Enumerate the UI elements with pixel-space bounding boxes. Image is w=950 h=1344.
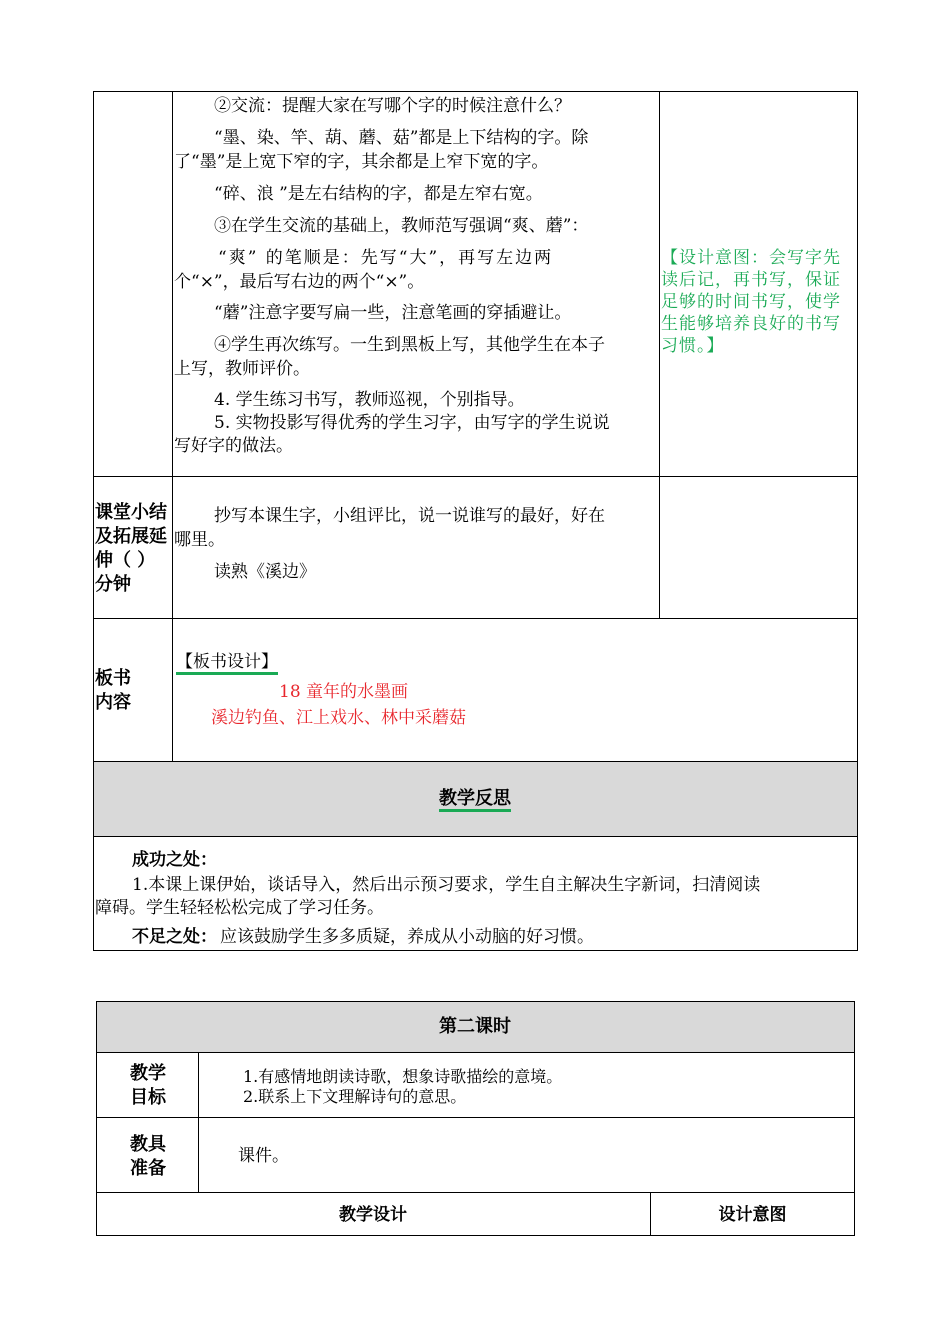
row1-line-10: 上写，教师评价。 xyxy=(174,359,310,379)
goals-label-line-2: 目标 xyxy=(130,1087,166,1108)
design-intent-line-5: 习惯。】 xyxy=(661,336,725,356)
success-line-2: 障碍。学生轻轻松松完成了学习任务。 xyxy=(95,898,384,918)
row1-line-8: “蘑”注意字要写扁一些，注意笔画的穿插避让。 xyxy=(214,303,572,323)
lesson-two-header: 第二课时 xyxy=(439,1016,511,1037)
summary-line-2: 哪里。 xyxy=(174,530,225,550)
intent-column-header: 设计意图 xyxy=(718,1205,787,1225)
design-intent-line-4: 生能够培养良好的书写 xyxy=(661,314,841,334)
board-label-line-1: 板书 xyxy=(95,668,131,689)
design-intent-line-3: 足够的时间书写，使学 xyxy=(661,292,841,312)
design-column-header: 教学设计 xyxy=(339,1205,407,1225)
row1-line-7: 个“×”，最后写右边的两个“×”。 xyxy=(174,272,425,292)
row1-line-3: 了“墨”是上宽下窄的字，其余都是上窄下宽的字。 xyxy=(174,152,549,172)
goal-1: 1.有感情地朗读诗歌，想象诗歌描绘的意境。 xyxy=(243,1067,563,1086)
summary-label-line-1: 课堂小结 xyxy=(95,502,167,523)
design-intent-line-2: 读后记，再书写，保证 xyxy=(661,270,841,290)
goals-label-line-1: 教学 xyxy=(130,1063,166,1084)
tools-text: 课件。 xyxy=(238,1146,289,1166)
success-label: 成功之处： xyxy=(132,850,217,870)
design-intent-line-1: 【设计意图：会写字先 xyxy=(661,248,841,268)
summary-label-line-2: 及拓展延 xyxy=(95,526,167,547)
goal-2: 2.联系上下文理解诗句的意思。 xyxy=(243,1087,467,1106)
success-line-1: 1.本课上课伊始，谈话导入，然后出示预习要求，学生自主解决生字新词，扫清阅读 xyxy=(132,875,761,895)
tools-label-line-2: 准备 xyxy=(130,1158,166,1179)
row1-line-4: “碎、浪 ”是左右结构的字，都是左窄右宽。 xyxy=(214,184,543,204)
board-title: 18 童年的水墨画 xyxy=(279,682,409,702)
row1-line-1: ②交流：提醒大家在写哪个字的时候注意什么？ xyxy=(214,96,571,116)
reflection-header: 教学反思 xyxy=(93,788,857,810)
shortcoming-label: 不足之处： xyxy=(132,927,217,947)
board-heading-text: 【板书设计】 xyxy=(176,652,278,675)
row1-line-5: ③在学生交流的基础上，教师范写强调“爽、蘑”： xyxy=(214,216,589,236)
summary-label-line-3: 伸（ ） xyxy=(95,550,156,571)
row1-line-11: 4. 学生练习书写，教师巡视，个别指导。 xyxy=(214,390,525,410)
summary-line-1: 抄写本课生字，小组评比，说一说谁写的最好，好在 xyxy=(214,506,605,526)
row1-line-9: ④学生再次练写。一生到黑板上写，其他学生在本子 xyxy=(214,335,605,355)
summary-label-line-4: 分钟 xyxy=(95,574,131,595)
tools-label-line-1: 教具 xyxy=(130,1134,166,1155)
shortcoming-text: 应该鼓励学生多多质疑，养成从小动脑的好习惯。 xyxy=(220,927,594,947)
row1-line-2: “墨、染、竿、葫、蘑、菇”都是上下结构的字。除 xyxy=(214,128,589,148)
row1-line-13: 写好字的做法。 xyxy=(174,436,293,456)
board-label-line-2: 内容 xyxy=(95,692,131,713)
summary-line-3: 读熟《溪边》 xyxy=(214,562,316,582)
board-heading xyxy=(176,651,278,673)
row1-line-6: “爽” 的笔顺是：先写“大”，再写左边两 xyxy=(218,248,554,268)
board-subtitle: 溪边钓鱼、江上戏水、林中采蘑菇 xyxy=(211,708,466,728)
row1-line-12: 5. 实物投影写得优秀的学生习字，由写字的学生说说 xyxy=(214,413,610,433)
